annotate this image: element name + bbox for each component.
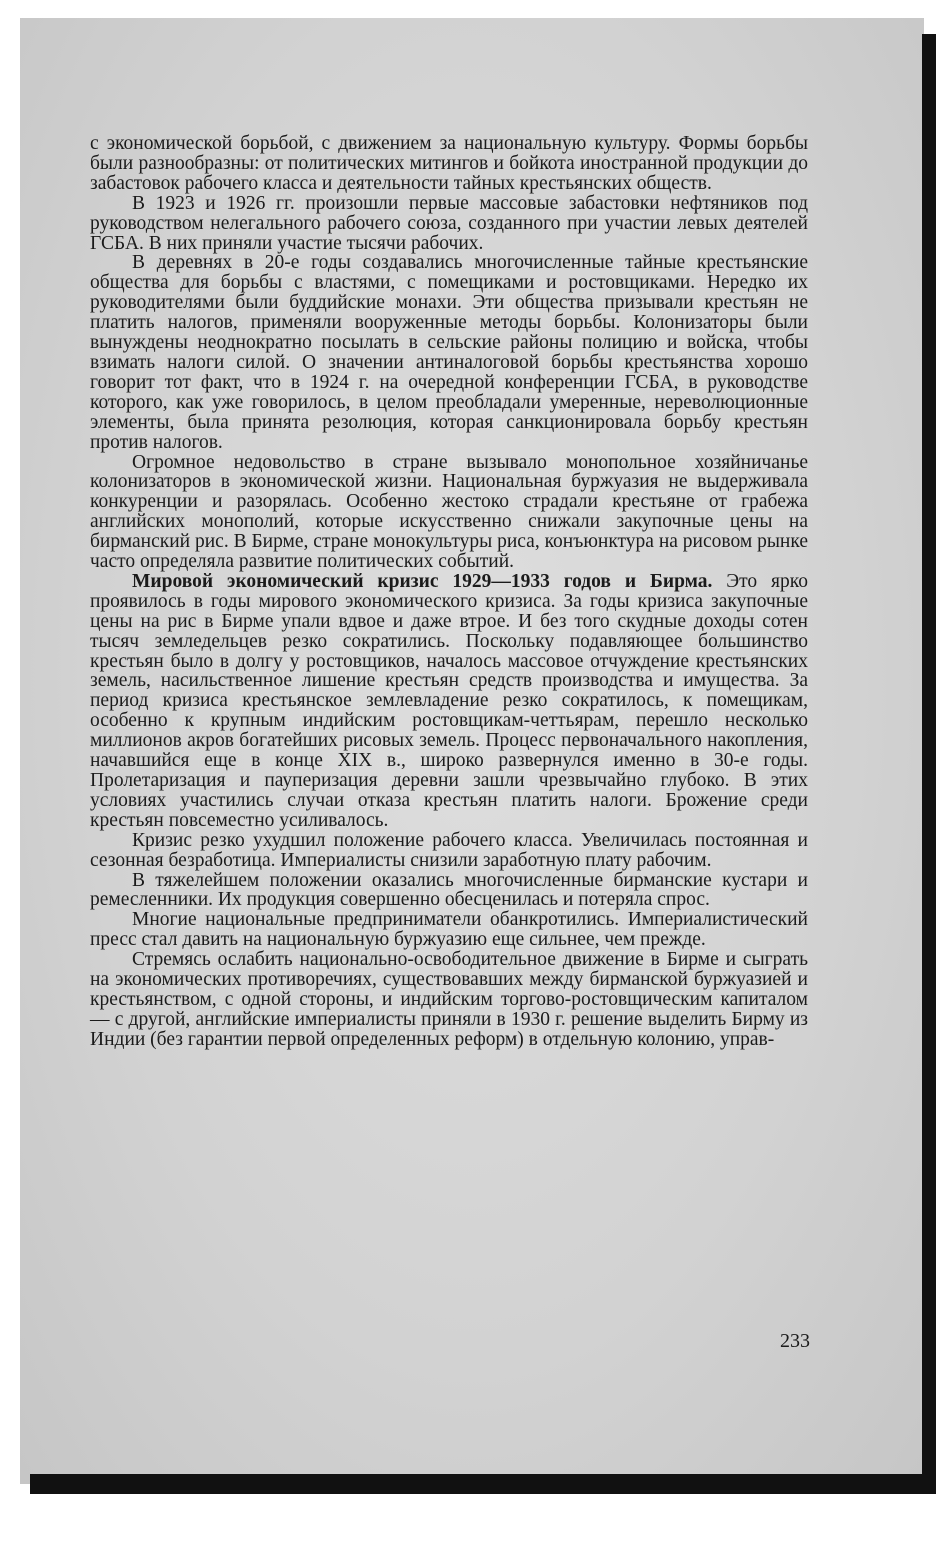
page-edge-shadow-bottom [30,1474,936,1494]
paragraph-2: В 1923 и 1926 гг. произошли первые массовые забастовки нефтяников под руководством нелегального рабочего союза, созданного при участии левых деятелей ГСБА. В них приняли участие тысячи рабочих. [90,192,808,254]
paragraph-5 [90,572,808,831]
paragraph-4: Огромное недовольство в стране вызывало монопольное хозяйничанье колонизаторов в экономической жизни. Национальная буржуазия не выдерживала конкуренции и разорялась. Особенно жестоко страдали крестьяне от грабежа английских монополий, которые искусственно снижали закупочные цены на бирманский рис. В Бирме, стране монокультуры риса, конъюнктура на рисовом рынке часто определяла развитие политических событий. [90,451,808,573]
page-edge-shadow-right [922,34,936,1494]
paragraph-1: с экономической борьбой, с движением за национальную культуру. Формы борьбы были разнообразны: от политических митингов и бойкота иностранной продукции до забастовок рабочего класса и деятельности тайных крестьянских обществ. [90,133,808,194]
paragraph-5-text: Это ярко проявилось в годы мирового экономического кризиса. За годы кризиса закупочные цены на рис в Бирме упали вдвое и даже втрое. И без того скудные доходы сотен тысяч земледельцев резко сократились. Поскольку подавляющее большинство крестьян было в долгу у ростовщиков, началось массовое отчуждение крестьянских земель, насильственное лишение крестьян средств производства и имущества. За период кризиса крестьянское землевладение резко сократилось, к помещикам, особенно к крупным индийским ростовщикам-четтьярам, перешло несколько миллионов акров богатейших рисовых земель. Процесс первоначального накопления, начавшийся еще в конце XIX в., широко развернулся именно в 30-е годы. Пролетаризация и пауперизация деревни зашли чрезвычайно глубоко. В этих условиях участились случаи отказа крестьян платить налоги. Брожение среди крестьян повсеместно усиливалось. [90,570,809,831]
page-number: 233 [780,1330,810,1352]
paragraph-8: Многие национальные предприниматели обанкротились. Империалистический пресс стал давить на национальную буржуазию еще сильнее, чем прежде. [90,909,808,951]
paragraph-9: Стремясь ослабить национально-освободительное движение в Бирме и сыграть на экономических противоречиях, существовавших между бирманской буржуазией и крестьянством, с одной стороны, и индийским торгово-ростовщическим капиталом — с другой, английские империалисты приняли в 1930 г. решение выделить Бирму из Индии (без гарантии первой определенных реформ) в отдельную колонию, управ- [90,949,808,1050]
paragraph-7: В тяжелейшем положении оказались многочисленные бирманские кустари и ремесленники. Их продукция совершенно обесценилась и потеряла спрос. [90,869,808,911]
section-heading: Мировой экономический кризис 1929—1933 годов и Бирма. [132,570,713,592]
paragraph-3: В деревнях в 20-е годы создавались многочисленные тайные крестьянские общества для борьбы с властями, с помещиками и ростовщиками. Нередко их руководителями были буддийские монахи. Эти общества призывали крестьян не платить налогов, применяли вооруженные методы борьбы. Колонизаторы были вынуждены неоднократно посылать в сельские районы полицию и войска, чтобы взимать налоги силой. О значении антиналоговой борьбы крестьянства хорошо говорит тот факт, что в 1924 г. на очередной конференции ГСБА, в руководстве которого, как уже говорилось, в целом преобладали умеренные, нереволюционные элементы, была принята резолюция, которая санкционировала борьбу крестьян против налогов. [90,252,808,453]
body-text [90,134,808,1050]
paragraph-6: Кризис резко ухудшил положение рабочего класса. Увеличилась постоянная и сезонная безработица. Империалисты снизили заработную плату рабочим. [90,829,808,871]
